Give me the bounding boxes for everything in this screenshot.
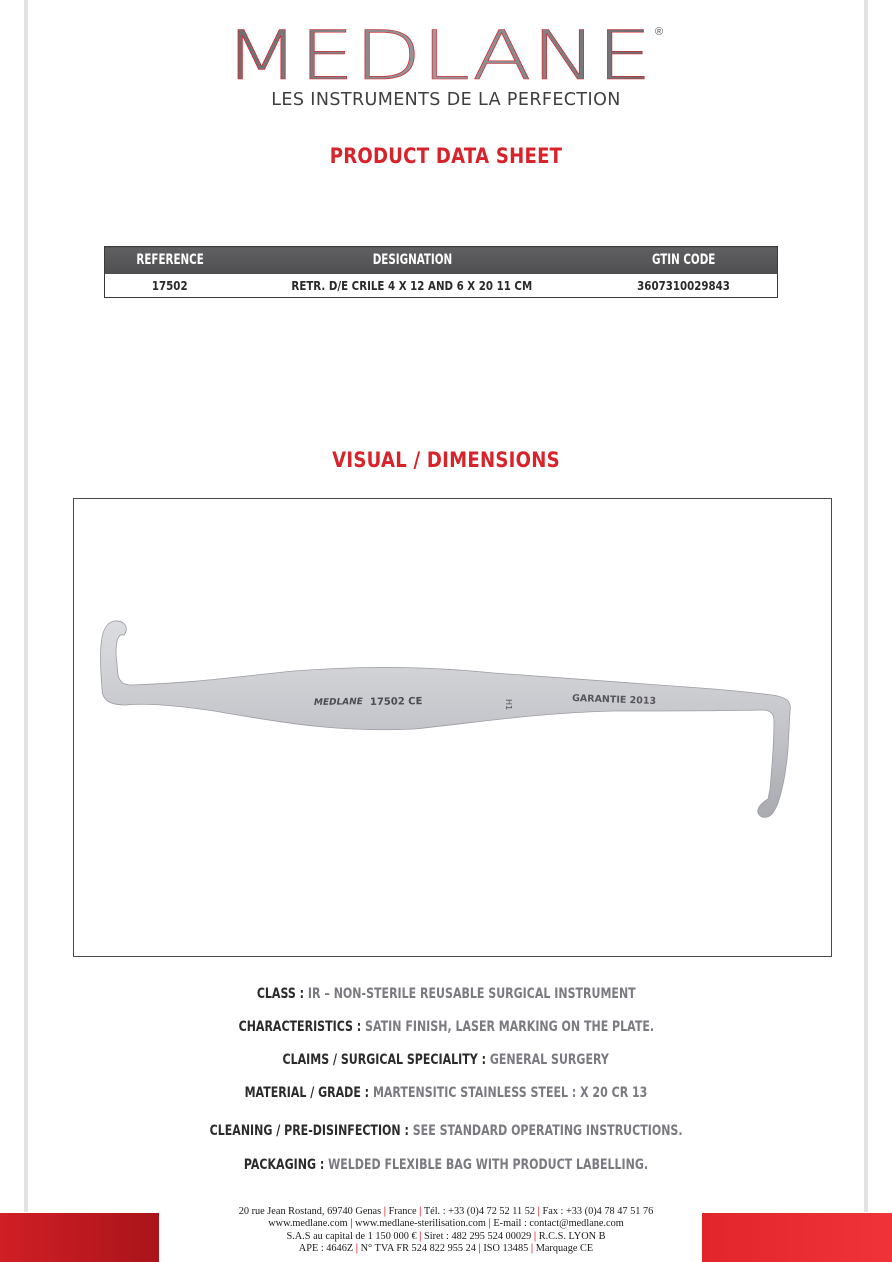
engraved-code: H1 [504, 699, 513, 711]
footer-line-legal: APE : 4646Z | N° TVA FR 524 822 955 24 | ISO 13485 | Marquage CE [298, 1243, 594, 1255]
engraved-reference: 17502 CE [369, 696, 423, 708]
table-row [105, 274, 778, 298]
retractor-body [101, 621, 791, 817]
medlane-logo-mark [218, 17, 658, 96]
brand-tagline: LES INSTRUMENTS DE LA PERFECTION [271, 90, 621, 110]
cell-reference: 17502 [151, 277, 188, 293]
company-footer [0, 1206, 892, 1256]
product-visual-frame [73, 498, 832, 957]
product-sheet-title: PRODUCT DATA SHEET [329, 144, 563, 168]
spec-claims: CLAIMS / SURGICAL SPECIALITY : GENERAL SURGERY [282, 1052, 610, 1068]
header-designation: DESIGNATION [234, 247, 589, 274]
footer-link-website[interactable]: www.medlane.com [268, 1218, 348, 1230]
footer-line-company: S.A.S au capital de 1 150 000 € | Siret : 482 295 524 00029 | R.C.S. LYON B [286, 1230, 606, 1242]
engraved-guarantee: GARANTIE 2013 [571, 693, 657, 707]
spec-material: MATERIAL / GRADE : MARTENSITIC STAINLESS STEEL : X 20 CR 13 [244, 1085, 648, 1101]
cell-designation: RETR. D/E CRILE 4 X 12 AND 6 X 20 11 CM [291, 277, 533, 293]
table-header-row [105, 247, 778, 274]
brand-logo [0, 17, 892, 117]
header-gtin-code: GTIN CODE [590, 247, 778, 274]
spec-class: CLASS : IR – NON-STERILE REUSABLE SURGICAL INSTRUMENT [256, 986, 636, 1002]
retractor-instrument-image [74, 499, 831, 956]
footer-email[interactable]: E-mail : contact@medlane.com [493, 1218, 624, 1230]
footer-line-address: 20 rue Jean Rostand, 69740 Genas | France | Tél. : +33 (0)4 72 52 11 52 | Fax : +33 (0)4 78 47 51 76 [238, 1206, 654, 1217]
registered-mark: ® [655, 26, 664, 38]
footer-line-web: www.medlane.com | www.medlane-sterilisation.com | E-mail : contact@medlane.com [268, 1218, 624, 1230]
product-reference-table [104, 246, 778, 298]
logo-wordmark: MEDLANE [224, 17, 652, 96]
cell-gtin-code: 3607310029843 [636, 277, 730, 293]
spec-packaging: PACKAGING : WELDED FLEXIBLE BAG WITH PRODUCT LABELLING. [243, 1157, 649, 1173]
engraved-brand: MEDLANE [313, 697, 364, 708]
spec-cleaning: CLEANING / PRE-DISINFECTION : SEE STANDARD OPERATING INSTRUCTIONS. [209, 1123, 683, 1139]
header-reference: REFERENCE [105, 247, 235, 274]
visual-dimensions-title: VISUAL / DIMENSIONS [332, 448, 560, 472]
spec-characteristics: CHARACTERISTICS : SATIN FINISH, LASER MARKING ON THE PLATE. [238, 1019, 654, 1035]
footer-link-sterilisation[interactable]: www.medlane-sterilisation.com [355, 1218, 486, 1230]
